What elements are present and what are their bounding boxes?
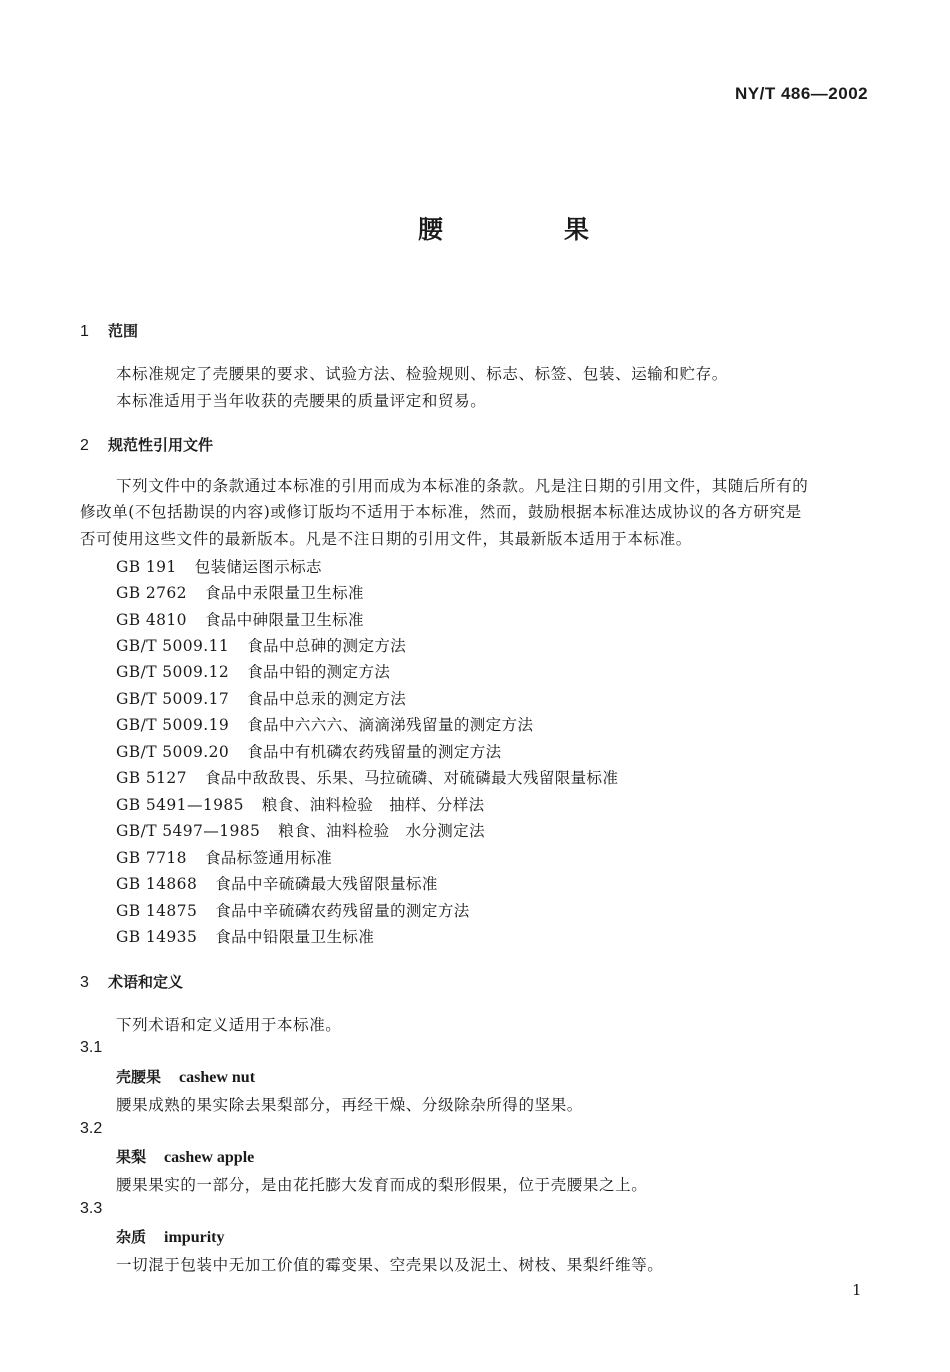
reference-item — [116, 899, 470, 921]
section-title: 术语和定义 — [108, 973, 184, 991]
term-definition: 腰果果实的一部分，是由花托膨大发育而成的梨形假果，位于壳腰果之上。 — [116, 1176, 648, 1194]
reference-name: 食品中六六六、滴滴涕残留量的测定方法 — [247, 716, 534, 734]
term-definition: 腰果成熟的果实除去果梨部分，再经干燥、分级除杂所得的坚果。 — [116, 1096, 583, 1114]
paragraph-line: 否可使用这些文件的最新版本。凡是不注日期的引用文件，其最新版本适用于本标准。 — [80, 530, 692, 548]
reference-name: 食品中汞限量卫生标准 — [204, 584, 364, 602]
section-3-heading — [80, 971, 183, 992]
standard-code: NY/T 486—2002 — [735, 84, 869, 103]
reference-code: GB 4810 — [116, 611, 187, 629]
term-number: 3.3 — [80, 1200, 103, 1217]
reference-code: GB/T 5009.12 — [116, 663, 230, 681]
term-en: cashew nut — [179, 1069, 256, 1086]
reference-name: 包装储运图示标志 — [194, 558, 322, 576]
reference-code: GB/T 5009.17 — [116, 690, 230, 708]
term-heading — [116, 1146, 254, 1167]
reference-name: 食品中辛硫磷农药残留量的测定方法 — [215, 902, 470, 920]
reference-code: GB/T 5009.11 — [116, 637, 230, 655]
reference-name: 食品中有机磷农药残留量的测定方法 — [247, 743, 502, 761]
section-2-heading — [80, 434, 213, 455]
term-zh: 杂质 — [116, 1228, 147, 1246]
document-title: 腰 果 — [418, 215, 638, 244]
reference-name: 食品中砷限量卫生标准 — [204, 611, 364, 629]
section-number: 2 — [80, 437, 89, 454]
paragraph: 本标准适用于当年收获的壳腰果的质量评定和贸易。 — [116, 392, 487, 410]
term-heading — [116, 1066, 255, 1087]
section-title: 规范性引用文件 — [108, 436, 214, 454]
section-number: 3 — [80, 974, 89, 991]
reference-item — [116, 555, 322, 577]
reference-item — [116, 819, 485, 841]
term-number: 3.1 — [80, 1039, 103, 1056]
term-definition: 一切混于包装中无加工价值的霉变果、空壳果以及泥土、树枝、果梨纤维等。 — [116, 1256, 664, 1274]
reference-name: 食品中铅的测定方法 — [247, 663, 391, 681]
reference-item — [116, 713, 533, 735]
term-zh: 壳腰果 — [116, 1068, 162, 1086]
reference-name: 粮食、油料检验 水分测定法 — [278, 822, 485, 840]
reference-item — [116, 687, 406, 709]
term-number: 3.2 — [80, 1120, 103, 1137]
reference-name: 食品中铅限量卫生标准 — [215, 928, 375, 946]
reference-name: 食品中敌敌畏、乐果、马拉硫磷、对硫磷最大残留限量标准 — [204, 769, 619, 787]
reference-code: GB 14935 — [116, 928, 198, 946]
section-1-heading — [80, 320, 138, 341]
term-zh: 果梨 — [116, 1148, 147, 1166]
reference-code: GB/T 5009.19 — [116, 716, 230, 734]
reference-name: 食品中辛硫磷最大残留限量标准 — [215, 875, 438, 893]
term-en: cashew apple — [164, 1149, 255, 1166]
reference-item — [116, 660, 390, 682]
term-en: impurity — [164, 1229, 225, 1246]
reference-name: 粮食、油料检验 抽样、分样法 — [261, 796, 485, 814]
reference-item — [116, 766, 618, 788]
reference-code: GB 2762 — [116, 584, 187, 602]
reference-item — [116, 634, 406, 656]
reference-code: GB 7718 — [116, 849, 187, 867]
reference-code: GB 14875 — [116, 902, 198, 920]
reference-code: GB 191 — [116, 558, 177, 576]
paragraph: 下列术语和定义适用于本标准。 — [116, 1016, 342, 1034]
reference-item — [116, 608, 364, 630]
reference-code: GB 5127 — [116, 769, 187, 787]
reference-name: 食品中总砷的测定方法 — [247, 637, 407, 655]
reference-item — [116, 872, 438, 894]
paragraph-line: 修改单(不包括勘误的内容)或修订版均不适用于本标准，然而，鼓励根据本标准达成协议的各方研究是 — [80, 503, 802, 521]
reference-item — [116, 740, 502, 762]
reference-name: 食品标签通用标准 — [204, 849, 333, 867]
page-number: 1 — [852, 1281, 862, 1299]
term-heading — [116, 1226, 224, 1247]
section-title: 范围 — [108, 322, 139, 340]
reference-code: GB/T 5497—1985 — [116, 822, 261, 840]
reference-item — [116, 846, 332, 868]
reference-item — [116, 925, 374, 947]
reference-item — [116, 581, 364, 603]
section-number: 1 — [80, 323, 89, 340]
reference-name: 食品中总汞的测定方法 — [247, 690, 407, 708]
reference-item — [116, 793, 485, 815]
paragraph-line: 下列文件中的条款通过本标准的引用而成为本标准的条款。凡是注日期的引用文件，其随后所有的 — [116, 477, 809, 495]
reference-code: GB/T 5009.20 — [116, 743, 230, 761]
reference-code: GB 14868 — [116, 875, 198, 893]
paragraph: 本标准规定了壳腰果的要求、试验方法、检验规则、标志、标签、包装、运输和贮存。 — [116, 365, 728, 383]
reference-code: GB 5491—1985 — [116, 796, 244, 814]
